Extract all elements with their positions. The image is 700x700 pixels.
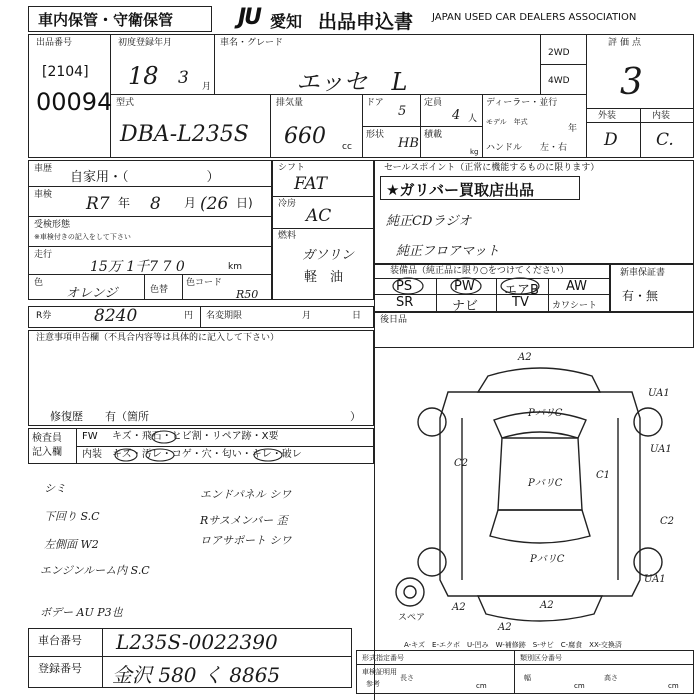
equip-leather: カワシート <box>552 301 598 311</box>
equip-sr: SR <box>396 295 414 310</box>
post-items-label: 後日品 <box>380 315 408 325</box>
doors-label: ドア <box>366 98 384 108</box>
interior-label: 内装 <box>652 111 671 121</box>
damage-legend: A-キズ E-エクボ U-凹み W-補修跡 S-サビ C-腐食 XX-交換済 <box>404 641 622 649</box>
length-label: 長さ <box>400 674 414 682</box>
car-body-outline <box>440 392 640 596</box>
inspection-month: 8 <box>150 194 161 214</box>
inspection-day-unit: 日) <box>236 196 253 210</box>
inspection-era: R7 <box>86 194 110 214</box>
wheel-rear-left <box>418 548 446 576</box>
remark-1: シミ <box>44 482 66 495</box>
ju-logo: JU <box>238 5 261 30</box>
equip-tv: TV <box>512 295 529 310</box>
color-code-value: R50 <box>236 288 259 301</box>
damage-mark-5: PバリC <box>528 478 563 489</box>
displacement-label: 排気量 <box>276 98 304 108</box>
mileage-unit: km <box>228 262 242 272</box>
class-label: 類別区分番号 <box>520 654 562 662</box>
spare-tire-inner <box>404 586 416 598</box>
remark-4: Rサスメンバー 歪 <box>200 514 288 527</box>
sales-label: セールスポイント（正常に機能するものに限ります） <box>384 163 600 173</box>
handle-options: 左・右 <box>540 143 568 153</box>
damage-mark-13: A2 <box>498 622 512 633</box>
remark-8: ボデー AU P3也 <box>40 606 123 619</box>
sales-point-1: 純正CDラジオ <box>386 214 472 229</box>
rating-label: 評価点 <box>608 38 645 48</box>
fuel-diesel: 軽 油 <box>304 270 344 285</box>
inspection-label: 車検 <box>34 190 53 200</box>
width-label: 幅 <box>524 674 531 682</box>
doors-value: 5 <box>398 104 407 119</box>
wheel-rear-right <box>634 548 662 576</box>
checker-interior: 内装 <box>82 449 102 460</box>
wheel-front-left <box>418 408 446 436</box>
dealer-label: ディーラー・並行 <box>486 98 558 108</box>
inspection-year-unit: 年 <box>118 196 131 210</box>
recycle-label: R券 <box>36 311 52 321</box>
car-rear-glass <box>490 510 590 543</box>
length-unit: cm <box>476 682 487 690</box>
car-name-value: エッセ L <box>296 68 408 96</box>
handle-label: ハンドル <box>486 143 523 153</box>
damage-mark-6: PバリC <box>530 554 565 565</box>
checker-fw-items: キズ・飛石・ヒビ割・リペア跡・X要 <box>112 431 279 442</box>
capacity-label: 定員 <box>424 98 443 108</box>
aircon-value: AC <box>306 206 332 226</box>
model-year-label: モデル 年式 <box>486 118 528 126</box>
association-name: JAPAN USED CAR DEALERS ASSOCIATION <box>432 12 637 23</box>
repair-close: ） <box>350 410 361 423</box>
model-value: DBA-L235S <box>120 122 249 147</box>
damage-mark-4: PバリC <box>528 408 563 419</box>
recycle-section <box>28 306 374 328</box>
load-unit: kg <box>470 148 479 156</box>
repair-label: 修復歴 有（箇所 <box>50 410 149 423</box>
equip-airbag: エアB <box>504 283 539 298</box>
equipment-label: 装備品（純正品に限り○をつけてください） <box>390 266 569 276</box>
storage-label: 車内保管・守衛保管 <box>38 11 174 29</box>
recycle-unit: 円 <box>184 311 194 321</box>
shape-label: 形状 <box>366 130 385 140</box>
shift-label: シフト <box>278 163 306 173</box>
accept-label: 受検形態 <box>34 220 71 230</box>
damage-mark-10: UA1 <box>644 574 666 585</box>
remark-6: ロアサポート シワ <box>200 534 292 547</box>
color-change-label: 色替 <box>150 285 169 295</box>
first-reg-year: 18 <box>128 62 159 90</box>
capacity-value: 4 <box>452 108 461 123</box>
damage-mark-1: A2 <box>518 352 532 363</box>
name-change-label: 名変期限 <box>206 311 243 321</box>
damage-mark-2: UA1 <box>648 388 670 399</box>
wheel-front-right <box>634 408 662 436</box>
color-value: オレンジ <box>66 286 118 301</box>
name-change-day: 日 <box>352 311 362 321</box>
lot-label: 出品番号 <box>36 38 73 48</box>
chassis-label: 車台番号 <box>38 634 82 647</box>
shift-value: FAT <box>294 174 328 194</box>
capacity-unit: 人 <box>468 114 478 124</box>
mileage-value: 15万 1千7 7 0 <box>90 259 185 275</box>
exterior-grade: D <box>604 130 618 150</box>
fuel-label: 燃料 <box>278 231 297 241</box>
lot-code: [2104] <box>42 64 89 80</box>
equip-ps: PS <box>396 279 413 294</box>
drive-4wd: 4WD <box>548 76 570 86</box>
first-reg-label: 初度登録年月 <box>118 38 173 48</box>
height-label: 高さ <box>604 674 618 682</box>
form-title: 出品申込書 <box>318 11 414 33</box>
shape-value: HB <box>398 136 419 151</box>
warranty-options: 有・無 <box>622 289 659 303</box>
remarks-label: 参考 <box>366 680 380 688</box>
equip-aw: AW <box>566 279 588 294</box>
color-code-label: 色コード <box>186 278 223 288</box>
registration-value: 金沢 580 く 8865 <box>112 663 281 687</box>
height-unit: cm <box>668 682 679 690</box>
format-label: 形式指定番号 <box>362 654 404 662</box>
sales-banner: ★ガリバー買取店出品 <box>386 181 534 199</box>
cert-label: 車検証明用 <box>362 668 397 676</box>
aircon-label: 冷房 <box>278 199 297 209</box>
first-reg-month-unit: 月 <box>202 82 212 92</box>
lot-number: 00094 <box>36 88 113 116</box>
model-year-unit: 年 <box>568 124 578 134</box>
displacement-value: 660 <box>284 124 326 149</box>
remark-5: 左側面 W2 <box>44 538 99 551</box>
color-label: 色 <box>34 278 44 288</box>
inspection-day: (26 <box>200 194 229 214</box>
width-unit: cm <box>574 682 585 690</box>
sales-point-2: 純正フロアマット <box>396 244 500 259</box>
exterior-label: 外装 <box>598 111 617 121</box>
recycle-value: 8240 <box>94 306 138 326</box>
inspection-month-unit: 月 <box>184 196 197 210</box>
equip-pw: PW <box>454 279 475 294</box>
first-reg-month: 3 <box>178 68 189 88</box>
history-label: 車歴 <box>34 164 53 174</box>
car-front-outline <box>478 368 600 392</box>
damage-mark-7: C1 <box>596 470 611 481</box>
checker-label-1: 検査員 <box>32 433 62 444</box>
damage-mark-3: C2 <box>454 458 469 469</box>
model-label: 型式 <box>116 98 135 108</box>
remark-7: エンジンルーム内 S.C <box>40 564 150 577</box>
name-change-month: 月 <box>302 311 312 321</box>
displacement-unit: cc <box>342 142 352 152</box>
checker-interior-items: キズ・汚レ・コゲ・穴・匂い・キレ・破レ <box>112 449 302 460</box>
accept-note: ※車検付きの記入をして下さい <box>34 233 131 241</box>
remark-2: エンドパネル シワ <box>200 488 292 501</box>
damage-mark-8: C2 <box>660 516 675 527</box>
equip-navi: ナビ <box>452 299 479 314</box>
checker-label-2: 記入欄 <box>32 447 62 458</box>
logo-region: 愛知 <box>270 12 303 31</box>
notes-label: 注意事項申告欄（不具合内容等は具体的に記入して下さい） <box>36 333 280 343</box>
rating-value: 3 <box>620 62 643 103</box>
registration-label: 登録番号 <box>38 662 82 675</box>
drive-2wd: 2WD <box>548 48 570 58</box>
checker-fw: FW <box>82 431 98 442</box>
load-label: 積載 <box>424 130 443 140</box>
spare-tire <box>396 578 424 606</box>
car-name-label: 車名・グレード <box>220 38 284 48</box>
mileage-label: 走行 <box>34 250 53 260</box>
remark-3: 下回り S.C <box>44 510 100 523</box>
history-value: 自家用・（ ） <box>70 170 220 185</box>
spare-label: スペア <box>398 613 426 623</box>
fuel-value: ガソリン <box>302 248 355 263</box>
post-items-section <box>374 312 694 348</box>
warranty-label: 新車保証書 <box>620 268 666 278</box>
damage-mark-11: UA1 <box>650 444 672 455</box>
damage-mark-12: A2 <box>452 602 466 613</box>
damage-mark-9: A2 <box>540 600 554 611</box>
chassis-value: L235S-0022390 <box>116 630 278 654</box>
interior-grade: C. <box>656 130 674 150</box>
